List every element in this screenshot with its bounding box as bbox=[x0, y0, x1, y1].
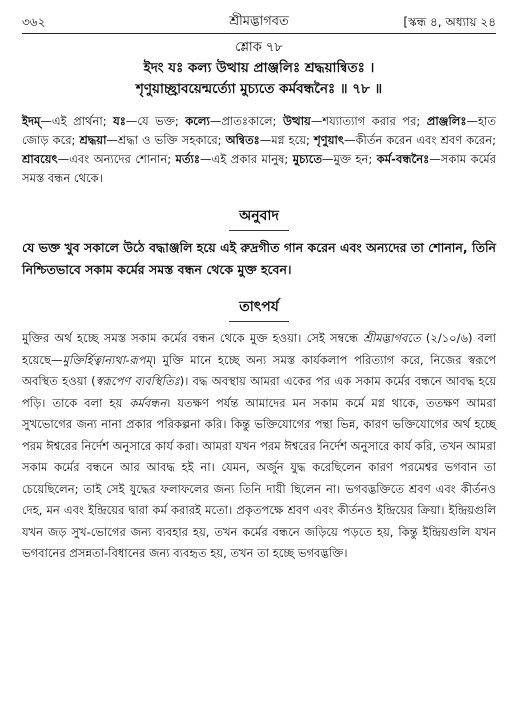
synonym-meaning: —সকাম কর্মের সমস্ত বন্ধন থেকে। bbox=[22, 152, 496, 185]
synonym-meaning: —শ্রদ্ধা ও ভক্তি সহকারে; bbox=[106, 133, 226, 147]
purport-text bbox=[22, 328, 496, 565]
purport-text-4: )। বদ্ধ অবস্থায় আমরা একের পর এক সকাম কর্মের বন্ধনে আবদ্ধ হয়ে পড়ি। তাকে বলা হয় bbox=[22, 374, 496, 410]
synonym-meaning: —এই প্রার্থনা; bbox=[40, 114, 114, 128]
synonym-word: অন্বিতঃ bbox=[225, 133, 260, 147]
purport-quote: মুক্তির্হিত্বান্যথা-রূপম্ bbox=[62, 352, 152, 367]
purport-text-1: মুক্তির অর্থ হচ্ছে সমস্ত সকাম কর্মের বন্ধন থেকে মুক্ত হওয়া। সেই সম্বন্ধে bbox=[22, 331, 364, 345]
synonym-meaning: —এই প্রকার মানুষ; bbox=[200, 152, 293, 166]
synonym-word: কর্ম-বন্ধনৈঃ bbox=[376, 152, 430, 166]
running-header bbox=[22, 0, 496, 34]
synonym-meaning: —হাত জোড় করে; bbox=[22, 114, 497, 147]
verse-label: শ্লোক ৭৮ bbox=[235, 40, 283, 55]
purport-text-5: । যতক্ষণ পর্যন্ত আমাদের মন সকাম কর্মে মগ্ন থাকে, ততক্ষণ আমরা সুখভোগের জন্য নানা প্রকার পরিকল্পনা করি। কিন্তু ভক্তিযোগের পন্থা ভিন্ন, কারণ ভক্তিযোগের অর্থ হচ্ছে পরম ঈশ্বরের নির্দেশ অনুসারে কার্য করা। আমরা যখন পরম ঈশ্বরের নির্দেশ অনুসারে কার্য করি, তখন আমরা সকাম কর্মের বন্ধনে আর আবদ্ধ হই না। যেমন, অর্জুন যুদ্ধ করেছিলেন কারণ পরমেশ্বর ভগবান তা চেয়েছিলেন; তাই সেই যুদ্ধের ফলাফলের জন্য তিনি দায়ী ছিলেন না। ভগবদ্ভক্তিতে শ্রবণ এবং কীর্তনও দেহ, মন এবং ইন্দ্রিয়ের দ্বারা কর্ম করারই মতো। প্রকৃতপক্ষে শ্রবণ এবং কীর্তনও ইন্দ্রিয়ের ক্রিয়া। ইন্দ্রিয়গুলি যখন জড় সুখ-ভোগের জন্য ব্যবহার হয়, তখন কর্মের বন্ধনে জড়িয়ে পড়তে হয়, কিন্তু ইন্দ্রিয়গুলি যখন ভগবানের প্রসন্নতা-বিধানের জন্য ব্যবহৃত হয়, তখন তা হচ্ছে ভগবদ্ভক্তি। bbox=[22, 395, 496, 560]
translation-heading-rule bbox=[229, 230, 289, 231]
word-for-word-meanings bbox=[22, 112, 496, 188]
synonym-word: শ্রদ্ধয়া bbox=[79, 133, 107, 147]
purport-heading-rule bbox=[229, 321, 289, 322]
synonym-word: উত্থায় bbox=[282, 114, 311, 128]
book-page bbox=[22, 0, 496, 565]
synonym-word: মর্ত্যঃ bbox=[175, 152, 201, 166]
purport-heading: তাৎপর্য bbox=[239, 299, 279, 315]
purport-text-3: । মুক্তি মানে হচ্ছে অন্য সমস্ত কার্যকলাপ পরিত্যাগ করে, নিজের স্বরূপে অবস্থিত হওয়া ( bbox=[22, 352, 496, 388]
verse-line-1: ইদং যঃ কল্য উত্থায় প্রাঞ্জলিঃ শ্রদ্ধয়ান্বিতঃ । bbox=[143, 60, 375, 76]
synonym-meaning: —যে ভক্ত; bbox=[125, 114, 186, 128]
purport-text-2: (২/১০/৬) বলা হয়েছে— bbox=[22, 331, 496, 367]
synonym-meaning: —শয্যাত্যাগ করার পর; bbox=[310, 114, 427, 128]
synonym-word: শ্রাবয়েৎ bbox=[22, 152, 58, 166]
chapter-reference: [স্কন্ধ ৪, অধ্যায় ২৪ bbox=[403, 15, 496, 29]
purport-source: শ্রীমদ্ভাগবতে bbox=[363, 331, 421, 345]
translation-heading: অনুবাদ bbox=[239, 208, 279, 224]
purport-quote-2: স্বরূপেণ ব্যবস্থিতিঃ bbox=[95, 374, 180, 388]
synonym-word: শৃণুয়াৎ bbox=[313, 133, 344, 147]
verse-line-2: শৃণুয়াচ্ছ্রাবয়েন্মর্ত্যো মুচ্যতে কর্মবন্ধনৈঃ ॥ ৭৮ ॥ bbox=[135, 81, 383, 97]
header-divider bbox=[22, 33, 496, 34]
synonym-word: কল্যে bbox=[185, 114, 210, 128]
synonym-word: যঃ bbox=[113, 114, 126, 128]
purport-term: কর্মবন্ধন bbox=[129, 395, 167, 410]
synonym-meaning: —এবং অন্যদের শোনান; bbox=[57, 152, 176, 166]
synonym-word: মুচ্যতে bbox=[292, 152, 322, 166]
synonym-meaning: —প্রাতঃকালে; bbox=[209, 114, 283, 128]
translation-text: যে ভক্ত খুব সকালে উঠে বদ্ধাঞ্জলি হয়ে এই রুদ্রগীত গান করেন এবং অন্যদের তা শোনান, তিনি নিশ্চিতভাবে সকাম কর্মের সমস্ত বন্ধন থেকে মুক্ত হবেন। bbox=[22, 240, 496, 277]
page-number: ৩৬২ bbox=[22, 15, 46, 29]
synonym-meaning: —মুক্ত হন; bbox=[321, 152, 377, 166]
synonym-word: প্রাঞ্জলিঃ bbox=[426, 114, 467, 128]
synonym-meaning: —কীর্তন করেন এবং শ্রবণ করেন; bbox=[344, 133, 496, 147]
book-title: শ্রীমদ্ভাগবত bbox=[229, 14, 289, 29]
synonym-meaning: —মগ্ন হয়ে; bbox=[259, 133, 314, 147]
synonym-word: ইদম্ bbox=[22, 114, 41, 128]
